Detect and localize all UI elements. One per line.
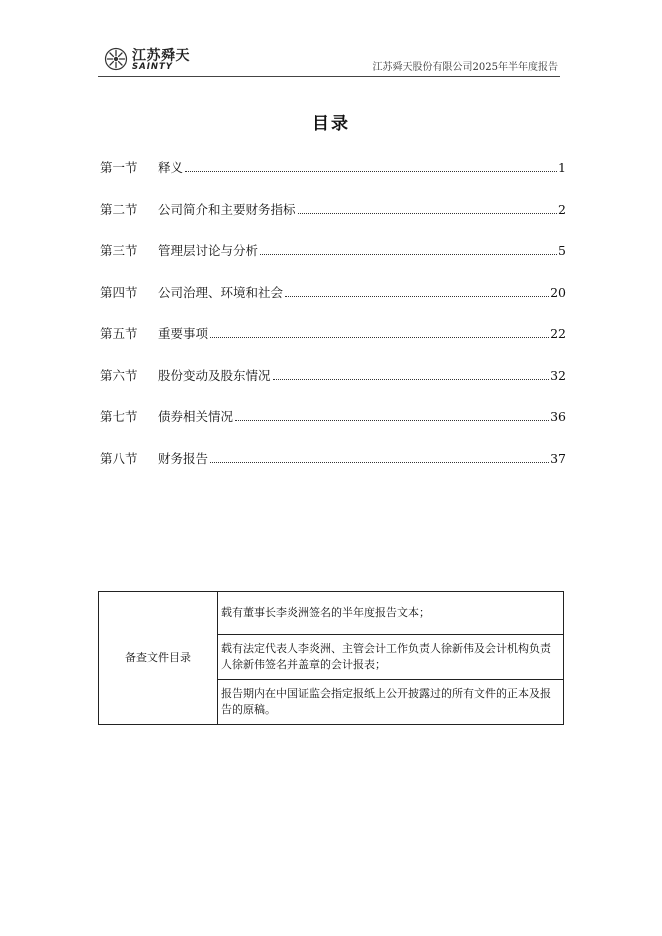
toc-section-name: 公司治理、环境和社会 [158, 284, 284, 300]
toc-entry[interactable] [100, 283, 566, 325]
toc-dot-leader [235, 419, 549, 421]
toc-dot-leader [185, 170, 557, 172]
page-header [98, 44, 560, 77]
toc-dot-leader [298, 212, 558, 214]
toc-entry[interactable] [100, 449, 566, 491]
toc-section-name: 释义 [158, 160, 184, 175]
toc-title: 目录 [312, 114, 350, 134]
reference-doc-item: 载有法定代表人李炎洲、主管会计工作负责人徐新伟及会计机构负责人徐新伟签名并盖章的会计报表； [218, 635, 564, 680]
toc-section-name: 公司简介和主要财务指标 [158, 201, 296, 217]
toc-section-number: 第一节 [100, 160, 138, 175]
company-logo [104, 46, 214, 74]
toc-page-number: 5 [558, 243, 566, 258]
reference-docs-label: 备查文件目录 [99, 592, 218, 725]
toc-section-number: 第四节 [100, 284, 138, 300]
toc-page-number: 1 [558, 160, 566, 175]
toc-page-number: 32 [550, 367, 566, 383]
report-header-title: 江苏舜天股份有限公司2025年半年度报告 [372, 62, 558, 73]
toc-section-name: 债券相关情况 [158, 409, 234, 424]
toc-dot-leader [260, 253, 557, 255]
toc-section-name: 股份变动及股东情况 [158, 367, 271, 383]
table-row [99, 592, 564, 635]
toc-section-number: 第五节 [100, 326, 138, 341]
logo-chinese-text: 江苏舜天 [132, 48, 190, 64]
toc-page-number: 37 [550, 450, 566, 466]
reference-doc-item: 报告期内在中国证监会指定报纸上公开披露过的所有文件的正本及报告的原稿。 [218, 680, 564, 725]
toc-section-number: 第八节 [100, 450, 138, 466]
toc-entry[interactable] [100, 200, 566, 242]
toc-entry[interactable] [100, 324, 566, 366]
toc-page-number: 2 [558, 201, 566, 217]
table-of-contents [100, 158, 566, 490]
toc-dot-leader [285, 295, 549, 297]
reference-doc-item: 载有董事长李炎洲签名的半年度报告文本； [218, 592, 564, 635]
toc-section-number: 第七节 [100, 409, 138, 424]
reference-documents-table [98, 591, 564, 725]
toc-section-number: 第六节 [100, 367, 138, 383]
toc-section-name: 财务报告 [158, 450, 209, 466]
toc-page-number: 22 [550, 326, 566, 341]
toc-page-number: 36 [550, 409, 566, 424]
toc-section-name: 重要事项 [158, 326, 209, 341]
toc-section-name: 管理层讨论与分析 [158, 243, 259, 258]
toc-dot-leader [210, 461, 549, 463]
toc-dot-leader [273, 378, 550, 380]
toc-section-number: 第三节 [100, 243, 138, 258]
toc-entry[interactable] [100, 158, 566, 200]
sainty-logo-icon [104, 47, 128, 71]
toc-entry[interactable] [100, 407, 566, 449]
logo-english-text: SAINTY [132, 62, 173, 72]
toc-entry[interactable] [100, 241, 566, 283]
toc-dot-leader [210, 336, 549, 338]
toc-page-number: 20 [550, 284, 566, 300]
toc-entry[interactable] [100, 366, 566, 408]
toc-section-number: 第二节 [100, 201, 138, 217]
